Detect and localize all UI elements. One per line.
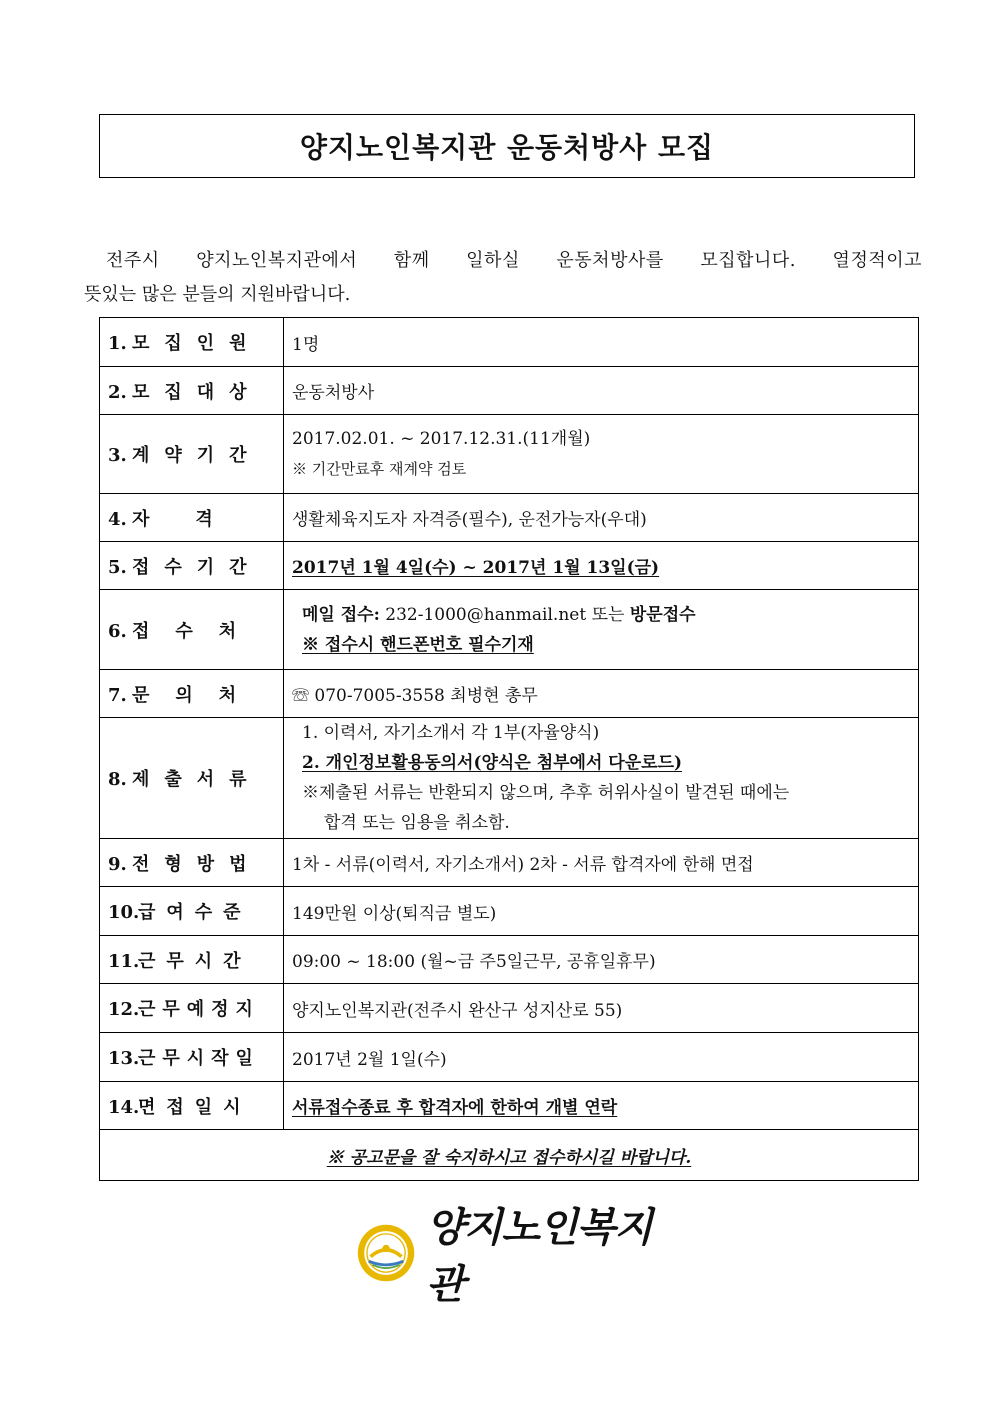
document-item-1: 1. 이력서, 자기소개서 각 1부(자율양식) <box>302 723 600 743</box>
footer-row <box>100 1130 919 1181</box>
document-note-2: 합격 또는 임용을 취소함. <box>324 813 510 833</box>
email-link[interactable]: 232-1000@hanmail.net <box>385 604 587 625</box>
intro-line-1: 전주시 양지노인복지관에서 함께 일하실 운동처방사를 모집합니다. 열정적이고 <box>106 250 922 271</box>
table-row <box>100 1033 919 1082</box>
footer-notice: ※ 공고문을 잘 숙지하시고 접수하시길 바랍니다. <box>100 1130 919 1181</box>
table-row <box>100 670 919 718</box>
row-value: 운동처방사 <box>284 367 919 415</box>
row-label: 2. 모집대상 <box>100 367 284 415</box>
table-row <box>100 367 919 415</box>
row-label: 12.근무예정지 <box>100 984 284 1033</box>
seal-logo-icon <box>356 1220 416 1286</box>
document-item-2: 2. 개인정보활용동의서(양식은 첨부에서 다운로드) <box>302 753 683 773</box>
table-row <box>100 839 919 887</box>
row-label: 10.급여수준 <box>100 887 284 936</box>
row-value <box>284 670 919 718</box>
row-value: 149만원 이상(퇴직금 별도) <box>284 887 919 936</box>
table-row <box>100 542 919 590</box>
row-value <box>284 718 919 839</box>
contract-period: 2017.02.01. ~ 2017.12.31.(11개월) <box>292 429 591 449</box>
title-box <box>99 114 915 178</box>
row-value: 2017년 1월 4일(수) ~ 2017년 1월 13일(금) <box>284 542 919 590</box>
table-row <box>100 887 919 936</box>
table-row <box>100 984 919 1033</box>
contract-note: ※ 기간만료후 재계약 검토 <box>292 460 467 478</box>
row-value <box>284 415 919 494</box>
row-label: 8. 제출서류 <box>100 718 284 839</box>
phone-icon: ☏ <box>292 686 309 706</box>
table-row <box>100 415 919 494</box>
row-value: 1명 <box>284 318 919 367</box>
row-value: 1차 - 서류(이력서, 자기소개서) 2차 - 서류 합격자에 한해 면접 <box>284 839 919 887</box>
row-value <box>284 590 919 670</box>
table-row <box>100 494 919 542</box>
row-value: 서류접수종료 후 합격자에 한하여 개별 연락 <box>284 1082 919 1130</box>
row-value: 생활체육지도자 자격증(필수), 운전가능자(우대) <box>284 494 919 542</box>
logo-name: 양지노인복지관 <box>426 1205 652 1308</box>
row-label: 5. 접수기간 <box>100 542 284 590</box>
intro-paragraph <box>84 244 922 312</box>
row-label: 11.근무시간 <box>100 936 284 984</box>
submission-note: ※ 접수시 핸드폰번호 필수기재 <box>302 634 534 655</box>
document-note-1: ※제출된 서류는 반환되지 않으며, 추후 허위사실이 발견된 때에는 <box>302 783 790 803</box>
row-label: 7. 문의처 <box>100 670 284 718</box>
row-value: 2017년 2월 1일(수) <box>284 1033 919 1082</box>
table-row <box>100 318 919 367</box>
row-label: 4. 자격 <box>100 494 284 542</box>
row-value: 양지노인복지관(전주시 완산구 성지산로 55) <box>284 984 919 1033</box>
table-row <box>100 590 919 670</box>
row-label: 6. 접수처 <box>100 590 284 670</box>
row-value: 09:00 ~ 18:00 (월~금 주5일근무, 공휴일휴무) <box>284 936 919 984</box>
row-label: 9. 전형방법 <box>100 839 284 887</box>
row-label: 3. 계약기간 <box>100 415 284 494</box>
phone-contact: 070-7005-3558 최병현 총무 <box>314 686 538 706</box>
recruitment-info-table <box>99 317 919 1181</box>
intro-line-2: 뜻있는 많은 분들의 지원바랍니다. <box>84 284 351 305</box>
row-label: 14.면접일시 <box>100 1082 284 1130</box>
row-label: 13.근무시작일 <box>100 1033 284 1082</box>
table-row <box>100 718 919 839</box>
page-title: 양지노인복지관 운동처방사 모집 <box>299 131 715 164</box>
table-row <box>100 1082 919 1130</box>
organization-logo <box>356 1205 666 1308</box>
table-row <box>100 936 919 984</box>
row-label: 1. 모집인원 <box>100 318 284 367</box>
submission-method: 메일 접수: 232-1000@hanmail.net 또는 방문접수 <box>302 604 696 625</box>
